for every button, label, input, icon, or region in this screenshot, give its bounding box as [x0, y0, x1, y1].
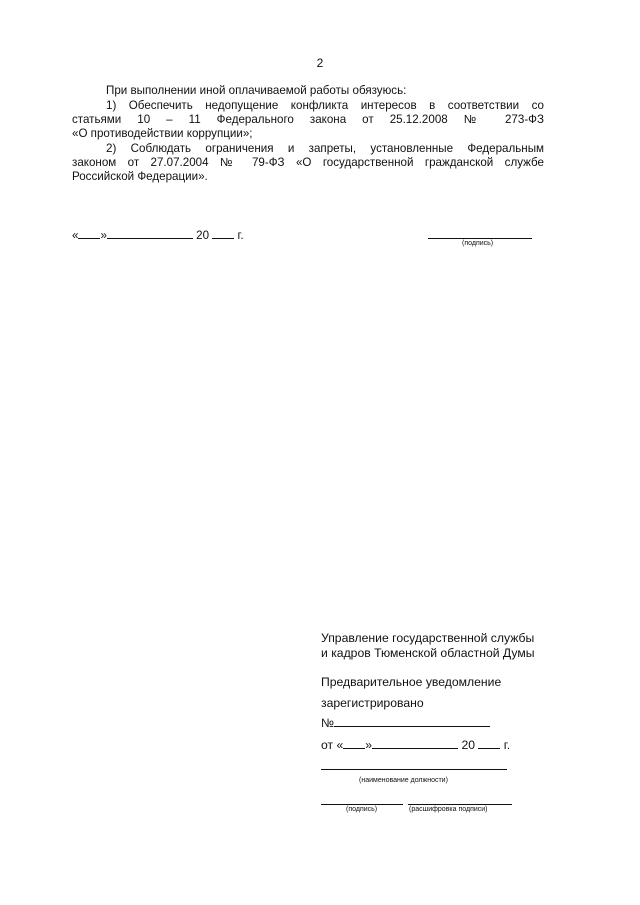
date-year-prefix: 20 [196, 229, 210, 242]
signature-line[interactable] [428, 238, 532, 239]
item2-line3: Российской Федерации». [72, 170, 208, 183]
reg-date-year-blank[interactable] [478, 737, 500, 749]
date-month-blank[interactable] [107, 227, 193, 239]
notice-line2: зарегистрировано [321, 696, 424, 710]
date-from-label: от [321, 738, 334, 752]
reg-signature-line[interactable] [321, 804, 403, 805]
item1-line2: статьями 10 – 11 Федерального закона от 25.12.2008 № 273-ФЗ [72, 113, 544, 126]
reg-decoding-line[interactable] [408, 804, 512, 805]
registration-number-field [321, 715, 490, 731]
intro-text: При выполнении иной оплачиваемой работы обязуюсь: [106, 84, 407, 97]
registration-number-blank[interactable] [334, 715, 490, 727]
reg-date-day-blank[interactable] [343, 737, 365, 749]
item1-line3: «О противодействии коррупции»; [72, 127, 253, 140]
date-close-quote: » [100, 229, 107, 242]
reg-signature-caption: (подпись) [346, 806, 378, 813]
signature-caption: (подпись) [462, 240, 494, 247]
reg-date-open-quote: « [336, 738, 344, 752]
date-open-quote: « [72, 229, 79, 242]
reg-date-year-prefix: 20 [461, 738, 475, 752]
position-line[interactable] [321, 769, 507, 770]
notice-line1: Предварительное уведомление [321, 675, 502, 689]
reg-decoding-caption: (расшифровка подписи) [409, 806, 488, 813]
date-field [72, 227, 244, 244]
reg-date-close-quote: » [365, 738, 373, 752]
item2-line1: 2) Соблюдать ограничения и запреты, установленные Федеральным [106, 142, 544, 155]
department-line2: и кадров Тюменской областной Думы [321, 646, 535, 660]
reg-date-suffix: г. [503, 738, 511, 752]
number-label: № [321, 716, 335, 730]
date-day-blank[interactable] [78, 227, 100, 239]
registration-date-field [321, 737, 510, 753]
department-line1: Управление государственной службы [321, 631, 535, 645]
date-suffix: г. [237, 229, 244, 242]
reg-date-month-blank[interactable] [372, 737, 458, 749]
item2-line2: законом от 27.07.2004 № 79-ФЗ «О государственной гражданской службе [72, 156, 544, 169]
date-year-blank[interactable] [212, 227, 234, 239]
position-caption: (наименование должности) [359, 777, 448, 784]
page-number: 2 [316, 56, 324, 70]
item1-line1: 1) Обеспечить недопущение конфликта интересов в соответствии со [106, 99, 544, 112]
